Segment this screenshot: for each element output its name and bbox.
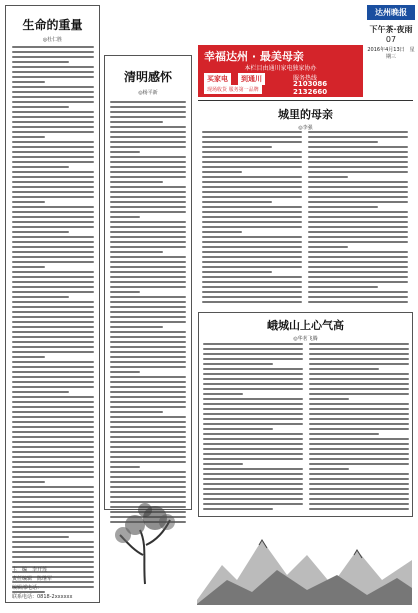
credit-dept-phone: 编辑部电话： xyxy=(12,585,43,591)
ad-brand-a: 买家电 xyxy=(204,73,231,85)
credit-contact-phone: 联系电话：0818-2xxxxxx xyxy=(12,594,73,600)
ad-phone-1: 2103086 xyxy=(293,80,328,88)
article-title: 峨城山上心气高 xyxy=(267,319,344,332)
article-body xyxy=(110,101,186,526)
article-body-right xyxy=(308,131,408,306)
article-title: 清明感怀 xyxy=(123,70,172,84)
ad-small-tagline: 现场收货 服务第一品牌 xyxy=(204,85,262,94)
article-byline: ◎杜仁胜 xyxy=(42,37,63,43)
article-column-1 xyxy=(5,5,100,603)
ad-hotline-label: 服务热线 xyxy=(293,75,318,82)
article-byline: ◎李强 xyxy=(298,125,313,131)
article-title: 城里的母亲 xyxy=(278,108,333,121)
article-body-right xyxy=(309,343,409,513)
ink-tree-illustration xyxy=(105,500,185,585)
ink-mountain-illustration xyxy=(197,520,412,605)
ad-sponsor-line: 本栏目由通川家电独家协办 xyxy=(244,65,317,72)
ad-slogan: 幸福达州 · 最美母亲 xyxy=(204,50,304,63)
article-byline: ◎华茗飞腾 xyxy=(293,336,318,342)
issue-date: 2016年4月13日 星期三 xyxy=(367,47,415,60)
article-body-left xyxy=(203,343,303,513)
ad-brand-b: 到通川 xyxy=(238,73,265,85)
article-body xyxy=(12,46,94,596)
article-title: 生命的重量 xyxy=(22,18,83,32)
page-number: 07 xyxy=(385,35,397,44)
article-block-3 xyxy=(198,100,413,310)
article-byline: ◎杨平新 xyxy=(138,90,158,96)
credit-duty-editor: 责任编辑 陈继军 xyxy=(12,576,53,582)
newspaper-logo: 达州晚报 xyxy=(367,5,415,20)
article-block-4 xyxy=(198,312,413,517)
sponsor-banner-ad xyxy=(198,45,363,97)
credit-editor: 主 编 李开莲 xyxy=(12,567,48,573)
page-masthead xyxy=(367,5,415,60)
section-name: 下午茶·夜雨 xyxy=(369,25,413,34)
article-column-2 xyxy=(104,55,192,510)
article-body-left xyxy=(202,131,302,306)
ad-phone-2: 2132660 xyxy=(293,88,328,96)
